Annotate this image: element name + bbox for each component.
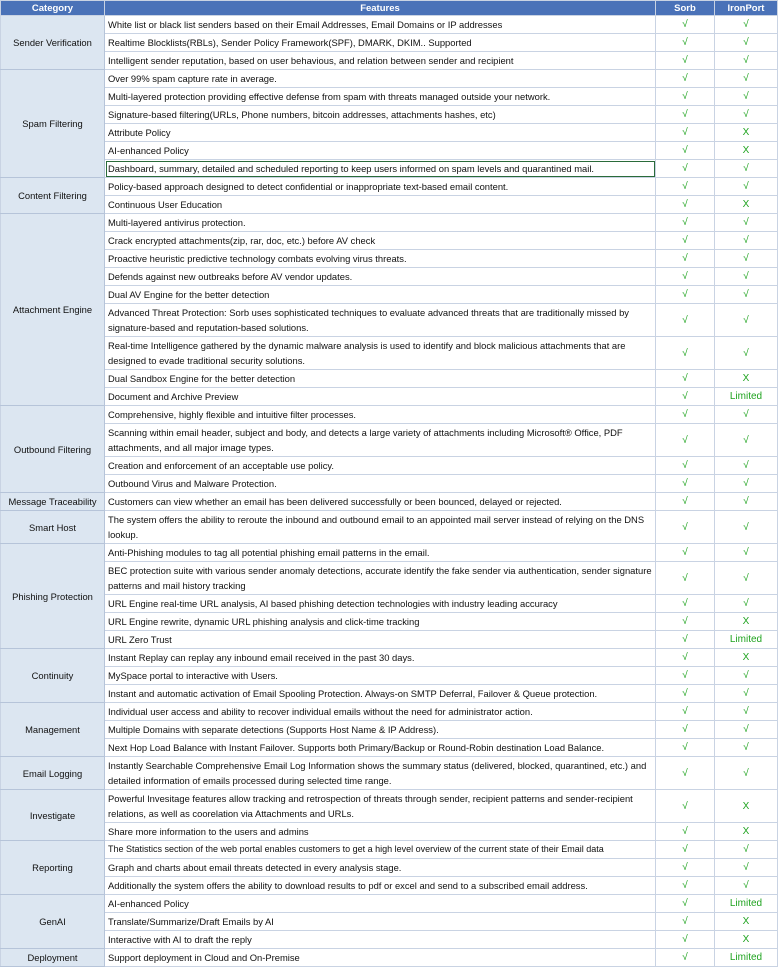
ironport-support-cell[interactable]: √ <box>715 424 778 457</box>
sorb-support-cell[interactable]: √ <box>656 721 715 739</box>
sorb-support-cell[interactable]: √ <box>656 406 715 424</box>
table-row <box>1 721 778 739</box>
ironport-support-cell[interactable]: √ <box>715 70 778 88</box>
table-row <box>1 649 778 667</box>
feature-cell[interactable]: Signature-based filtering(URLs, Phone numbers, bitcoin addresses, attachments hashes, etc) <box>105 106 656 124</box>
sorb-support-cell[interactable]: √ <box>656 160 715 178</box>
ironport-support-cell[interactable]: √ <box>715 493 778 511</box>
ironport-support-cell[interactable]: X <box>715 823 778 841</box>
table-row <box>1 106 778 124</box>
table-row <box>1 841 778 859</box>
ironport-support-cell[interactable]: √ <box>715 859 778 877</box>
ironport-support-cell[interactable]: X <box>715 913 778 931</box>
feature-cell[interactable]: URL Zero Trust <box>105 631 656 649</box>
category-cell[interactable]: Phishing Protection <box>1 544 105 649</box>
table-row <box>1 268 778 286</box>
ironport-support-cell[interactable]: √ <box>715 178 778 196</box>
feature-cell[interactable]: AI-enhanced Policy <box>105 895 656 913</box>
sorb-support-cell[interactable]: √ <box>656 34 715 52</box>
feature-cell[interactable]: Individual user access and ability to recover individual emails without the need for administrator action. <box>105 703 656 721</box>
table-row <box>1 949 778 967</box>
sorb-support-cell[interactable]: √ <box>656 493 715 511</box>
sorb-support-cell[interactable]: √ <box>656 739 715 757</box>
ironport-support-cell[interactable]: X <box>715 931 778 949</box>
table-row <box>1 757 778 790</box>
table-row <box>1 790 778 823</box>
sorb-support-cell[interactable]: √ <box>656 649 715 667</box>
feature-cell[interactable]: Defends against new outbreaks before AV vendor updates. <box>105 268 656 286</box>
category-cell[interactable]: Smart Host <box>1 511 105 544</box>
ironport-support-cell[interactable]: √ <box>715 703 778 721</box>
sorb-support-cell[interactable]: √ <box>656 142 715 160</box>
sorb-support-cell[interactable]: √ <box>656 475 715 493</box>
ironport-support-cell[interactable]: √ <box>715 337 778 370</box>
table-row <box>1 544 778 562</box>
ironport-support-cell[interactable]: X <box>715 196 778 214</box>
feature-cell[interactable]: Instantly Searchable Comprehensive Email Log Information shows the summary status (delivered, blocked, quarantined, etc.) and detailed information of emails processed during selected time range. <box>105 757 656 790</box>
feature-cell[interactable]: Intelligent sender reputation, based on user behavious, and relation between sender and recipient <box>105 52 656 70</box>
sorb-support-cell[interactable]: √ <box>656 685 715 703</box>
table-row <box>1 424 778 457</box>
feature-cell[interactable]: The system offers the ability to reroute the inbound and outbound email to an appointed mail server instead of relying on the DNS lookup. <box>105 511 656 544</box>
ironport-support-cell[interactable]: X <box>715 613 778 631</box>
sorb-support-cell[interactable]: √ <box>656 877 715 895</box>
feature-cell[interactable]: Multiple Domains with separate detections (Supports Host Name & IP Address). <box>105 721 656 739</box>
sorb-support-cell[interactable]: √ <box>656 337 715 370</box>
table-row <box>1 823 778 841</box>
category-cell[interactable]: Message Traceability <box>1 493 105 511</box>
feature-cell[interactable]: Outbound Virus and Malware Protection. <box>105 475 656 493</box>
feature-cell[interactable]: AI-enhanced Policy <box>105 142 656 160</box>
table-row <box>1 214 778 232</box>
sorb-support-cell[interactable]: √ <box>656 931 715 949</box>
table-row <box>1 286 778 304</box>
feature-cell[interactable]: Real-time Intelligence gathered by the dynamic malware analysis is used to identify and block malicious attachments that are designed to evade traditional security solutions. <box>105 337 656 370</box>
feature-cell[interactable]: The Statistics section of the web portal enables customers to get a high level overview of the current state of their Email data <box>105 841 656 859</box>
table-row <box>1 160 778 178</box>
table-row <box>1 304 778 337</box>
ironport-support-cell[interactable]: X <box>715 649 778 667</box>
ironport-support-cell[interactable]: √ <box>715 475 778 493</box>
table-row <box>1 232 778 250</box>
sorb-support-cell[interactable]: √ <box>656 949 715 967</box>
feature-cell[interactable]: Scanning within email header, subject and body, and detects a large variety of attachments including Microsoft® Office, PDF attachments, and all major image types. <box>105 424 656 457</box>
feature-cell[interactable]: Document and Archive Preview <box>105 388 656 406</box>
table-row <box>1 250 778 268</box>
ironport-support-cell[interactable]: √ <box>715 841 778 859</box>
category-cell[interactable]: Reporting <box>1 841 105 895</box>
header-sorb[interactable]: Sorb <box>656 1 715 16</box>
feature-cell[interactable]: URL Engine real-time URL analysis, AI based phishing detection technologies with industry leading accuracy <box>105 595 656 613</box>
header-row <box>1 1 778 16</box>
category-cell[interactable]: Outbound Filtering <box>1 406 105 493</box>
table-row <box>1 685 778 703</box>
ironport-support-cell[interactable]: X <box>715 142 778 160</box>
feature-cell[interactable]: Realtime Blocklists(RBLs), Sender Policy Framework(SPF), DMARK, DKIM.. Supported <box>105 34 656 52</box>
table-row <box>1 70 778 88</box>
sorb-support-cell[interactable]: √ <box>656 913 715 931</box>
category-cell[interactable]: Investigate <box>1 790 105 841</box>
table-row <box>1 142 778 160</box>
category-cell[interactable]: Attachment Engine <box>1 214 105 406</box>
ironport-support-cell[interactable]: √ <box>715 667 778 685</box>
feature-cell[interactable]: Multi-layered antivirus protection. <box>105 214 656 232</box>
feature-cell[interactable]: Translate/Summarize/Draft Emails by AI <box>105 913 656 931</box>
ironport-support-cell[interactable]: √ <box>715 286 778 304</box>
table-row <box>1 124 778 142</box>
sorb-support-cell[interactable]: √ <box>656 286 715 304</box>
sorb-support-cell[interactable]: √ <box>656 841 715 859</box>
feature-cell[interactable]: Crack encrypted attachments(zip, rar, doc, etc.) before AV check <box>105 232 656 250</box>
ironport-support-cell[interactable]: √ <box>715 562 778 595</box>
header-category[interactable]: Category <box>1 1 105 16</box>
sorb-support-cell[interactable]: √ <box>656 457 715 475</box>
table-row <box>1 739 778 757</box>
feature-cell[interactable]: Interactive with AI to draft the reply <box>105 931 656 949</box>
feature-cell[interactable]: Dual Sandbox Engine for the better detection <box>105 370 656 388</box>
table-body <box>1 16 778 967</box>
feature-cell[interactable]: White list or black list senders based on their Email Addresses, Email Domains or IP addresses <box>105 16 656 34</box>
ironport-support-cell[interactable]: √ <box>715 160 778 178</box>
ironport-support-cell[interactable]: √ <box>715 511 778 544</box>
sorb-support-cell[interactable]: √ <box>656 511 715 544</box>
sorb-support-cell[interactable]: √ <box>656 370 715 388</box>
feature-cell[interactable]: Support deployment in Cloud and On-Premise <box>105 949 656 967</box>
table-row <box>1 337 778 370</box>
table-row <box>1 88 778 106</box>
ironport-support-cell[interactable]: √ <box>715 406 778 424</box>
table-row <box>1 196 778 214</box>
table-row <box>1 370 778 388</box>
table-row <box>1 493 778 511</box>
table-row <box>1 16 778 34</box>
category-cell[interactable]: Content Filtering <box>1 178 105 214</box>
ironport-support-cell[interactable]: √ <box>715 685 778 703</box>
ironport-support-cell[interactable]: Limited <box>715 895 778 913</box>
table-row <box>1 631 778 649</box>
ironport-support-cell[interactable]: √ <box>715 595 778 613</box>
sorb-support-cell[interactable]: √ <box>656 388 715 406</box>
ironport-support-cell[interactable]: √ <box>715 457 778 475</box>
feature-cell[interactable]: MySpace portal to interactive with Users. <box>105 667 656 685</box>
sorb-support-cell[interactable]: √ <box>656 595 715 613</box>
table-row <box>1 406 778 424</box>
table-row <box>1 457 778 475</box>
category-cell[interactable]: GenAI <box>1 895 105 949</box>
table-row <box>1 511 778 544</box>
sorb-support-cell[interactable]: √ <box>656 268 715 286</box>
header-features[interactable]: Features <box>105 1 656 16</box>
sorb-support-cell[interactable]: √ <box>656 703 715 721</box>
table-row <box>1 34 778 52</box>
ironport-support-cell[interactable]: √ <box>715 106 778 124</box>
feature-cell[interactable]: Instant and automatic activation of Email Spooling Protection. Always-on SMTP Deferral, Failover & Queue protection. <box>105 685 656 703</box>
sorb-support-cell[interactable]: √ <box>656 106 715 124</box>
feature-cell[interactable]: Additionally the system offers the ability to download results to pdf or excel and send to a subscribed email address. <box>105 877 656 895</box>
ironport-support-cell[interactable]: √ <box>715 52 778 70</box>
category-cell[interactable]: Sender Verification <box>1 16 105 70</box>
sorb-support-cell[interactable]: √ <box>656 544 715 562</box>
category-cell[interactable]: Spam Filtering <box>1 70 105 178</box>
table-row <box>1 877 778 895</box>
ironport-support-cell[interactable]: √ <box>715 739 778 757</box>
category-cell[interactable]: Email Logging <box>1 757 105 790</box>
ironport-support-cell[interactable]: √ <box>715 268 778 286</box>
category-cell[interactable]: Management <box>1 703 105 757</box>
sorb-support-cell[interactable]: √ <box>656 613 715 631</box>
table-row <box>1 913 778 931</box>
ironport-support-cell[interactable]: X <box>715 370 778 388</box>
feature-cell[interactable]: Anti-Phishing modules to tag all potential phishing email patterns in the email. <box>105 544 656 562</box>
table-row <box>1 931 778 949</box>
feature-cell[interactable]: Instant Replay can replay any inbound email received in the past 30 days. <box>105 649 656 667</box>
table-row <box>1 703 778 721</box>
sorb-support-cell[interactable]: √ <box>656 214 715 232</box>
table-row <box>1 562 778 595</box>
sorb-support-cell[interactable]: √ <box>656 250 715 268</box>
sorb-support-cell[interactable]: √ <box>656 304 715 337</box>
feature-cell[interactable]: Attribute Policy <box>105 124 656 142</box>
table-row <box>1 178 778 196</box>
feature-cell[interactable]: Customers can view whether an email has been delivered successfully or been bounced, delayed or rejected. <box>105 493 656 511</box>
category-cell[interactable]: Deployment <box>1 949 105 967</box>
ironport-support-cell[interactable]: √ <box>715 877 778 895</box>
ironport-support-cell[interactable]: √ <box>715 214 778 232</box>
sorb-support-cell[interactable]: √ <box>656 859 715 877</box>
ironport-support-cell[interactable]: √ <box>715 88 778 106</box>
sorb-support-cell[interactable]: √ <box>656 16 715 34</box>
sorb-support-cell[interactable]: √ <box>656 178 715 196</box>
table-row <box>1 895 778 913</box>
feature-cell[interactable]: Dual AV Engine for the better detection <box>105 286 656 304</box>
sorb-support-cell[interactable]: √ <box>656 790 715 823</box>
feature-cell[interactable]: Graph and charts about email threats detected in every analysis stage. <box>105 859 656 877</box>
sorb-support-cell[interactable]: √ <box>656 88 715 106</box>
sorb-support-cell[interactable]: √ <box>656 895 715 913</box>
sorb-support-cell[interactable]: √ <box>656 757 715 790</box>
feature-cell[interactable]: Over 99% spam capture rate in average. <box>105 70 656 88</box>
table-row <box>1 388 778 406</box>
feature-cell[interactable]: Advanced Threat Protection: Sorb uses sophisticated techniques to evaluate advanced threats that are traditionally missed by signature-based and reputation-based solutions. <box>105 304 656 337</box>
table-row <box>1 667 778 685</box>
category-cell[interactable]: Continuity <box>1 649 105 703</box>
sorb-support-cell[interactable]: √ <box>656 562 715 595</box>
table-row <box>1 613 778 631</box>
feature-cell[interactable]: Proactive heuristic predictive technology combats evolving virus threats. <box>105 250 656 268</box>
ironport-support-cell[interactable]: Limited <box>715 631 778 649</box>
ironport-support-cell[interactable]: √ <box>715 16 778 34</box>
table-row <box>1 595 778 613</box>
feature-cell[interactable]: URL Engine rewrite, dynamic URL phishing analysis and click-time tracking <box>105 613 656 631</box>
sorb-support-cell[interactable]: √ <box>656 196 715 214</box>
ironport-support-cell[interactable]: Limited <box>715 388 778 406</box>
sorb-support-cell[interactable]: √ <box>656 124 715 142</box>
table-row <box>1 859 778 877</box>
sorb-support-cell[interactable]: √ <box>656 631 715 649</box>
sorb-support-cell[interactable]: √ <box>656 232 715 250</box>
feature-cell[interactable]: Comprehensive, highly flexible and intuitive filter processes. <box>105 406 656 424</box>
ironport-support-cell[interactable]: √ <box>715 721 778 739</box>
ironport-support-cell[interactable]: √ <box>715 757 778 790</box>
sorb-support-cell[interactable]: √ <box>656 70 715 88</box>
feature-cell[interactable]: BEC protection suite with various sender anomaly detections, accurate identify the fake sender via authentication, sender signature patterns and mail history tracking <box>105 562 656 595</box>
ironport-support-cell[interactable]: X <box>715 124 778 142</box>
feature-cell[interactable]: Policy-based approach designed to detect confidential or inappropriate text-based email content. <box>105 178 656 196</box>
ironport-support-cell[interactable]: √ <box>715 34 778 52</box>
ironport-support-cell[interactable]: √ <box>715 232 778 250</box>
ironport-support-cell[interactable]: Limited <box>715 949 778 967</box>
header-ironport[interactable]: IronPort <box>715 1 778 16</box>
feature-cell[interactable]: Powerful Invesitage features allow tracking and retrospection of threats through sender, recipient patterns and sender-recipient relations, as well as coorelation via Attachments and URLs. <box>105 790 656 823</box>
sorb-support-cell[interactable]: √ <box>656 52 715 70</box>
feature-cell[interactable]: Dashboard, summary, detailed and scheduled reporting to keep users informed on spam levels and quarantined mail. <box>105 160 656 178</box>
sorb-support-cell[interactable]: √ <box>656 424 715 457</box>
ironport-support-cell[interactable]: √ <box>715 544 778 562</box>
ironport-support-cell[interactable]: √ <box>715 250 778 268</box>
feature-cell[interactable]: Next Hop Load Balance with Instant Failover. Supports both Primary/Backup or Round-Robin destination Load Balance. <box>105 739 656 757</box>
ironport-support-cell[interactable]: X <box>715 790 778 823</box>
ironport-support-cell[interactable]: √ <box>715 304 778 337</box>
feature-cell[interactable]: Multi-layered protection providing effective defense from spam with threats managed outside your network. <box>105 88 656 106</box>
table-row <box>1 52 778 70</box>
feature-cell[interactable]: Creation and enforcement of an acceptable use policy. <box>105 457 656 475</box>
feature-cell[interactable]: Share more information to the users and admins <box>105 823 656 841</box>
feature-cell[interactable]: Continuous User Education <box>105 196 656 214</box>
sorb-support-cell[interactable]: √ <box>656 667 715 685</box>
sorb-support-cell[interactable]: √ <box>656 823 715 841</box>
table-row <box>1 475 778 493</box>
